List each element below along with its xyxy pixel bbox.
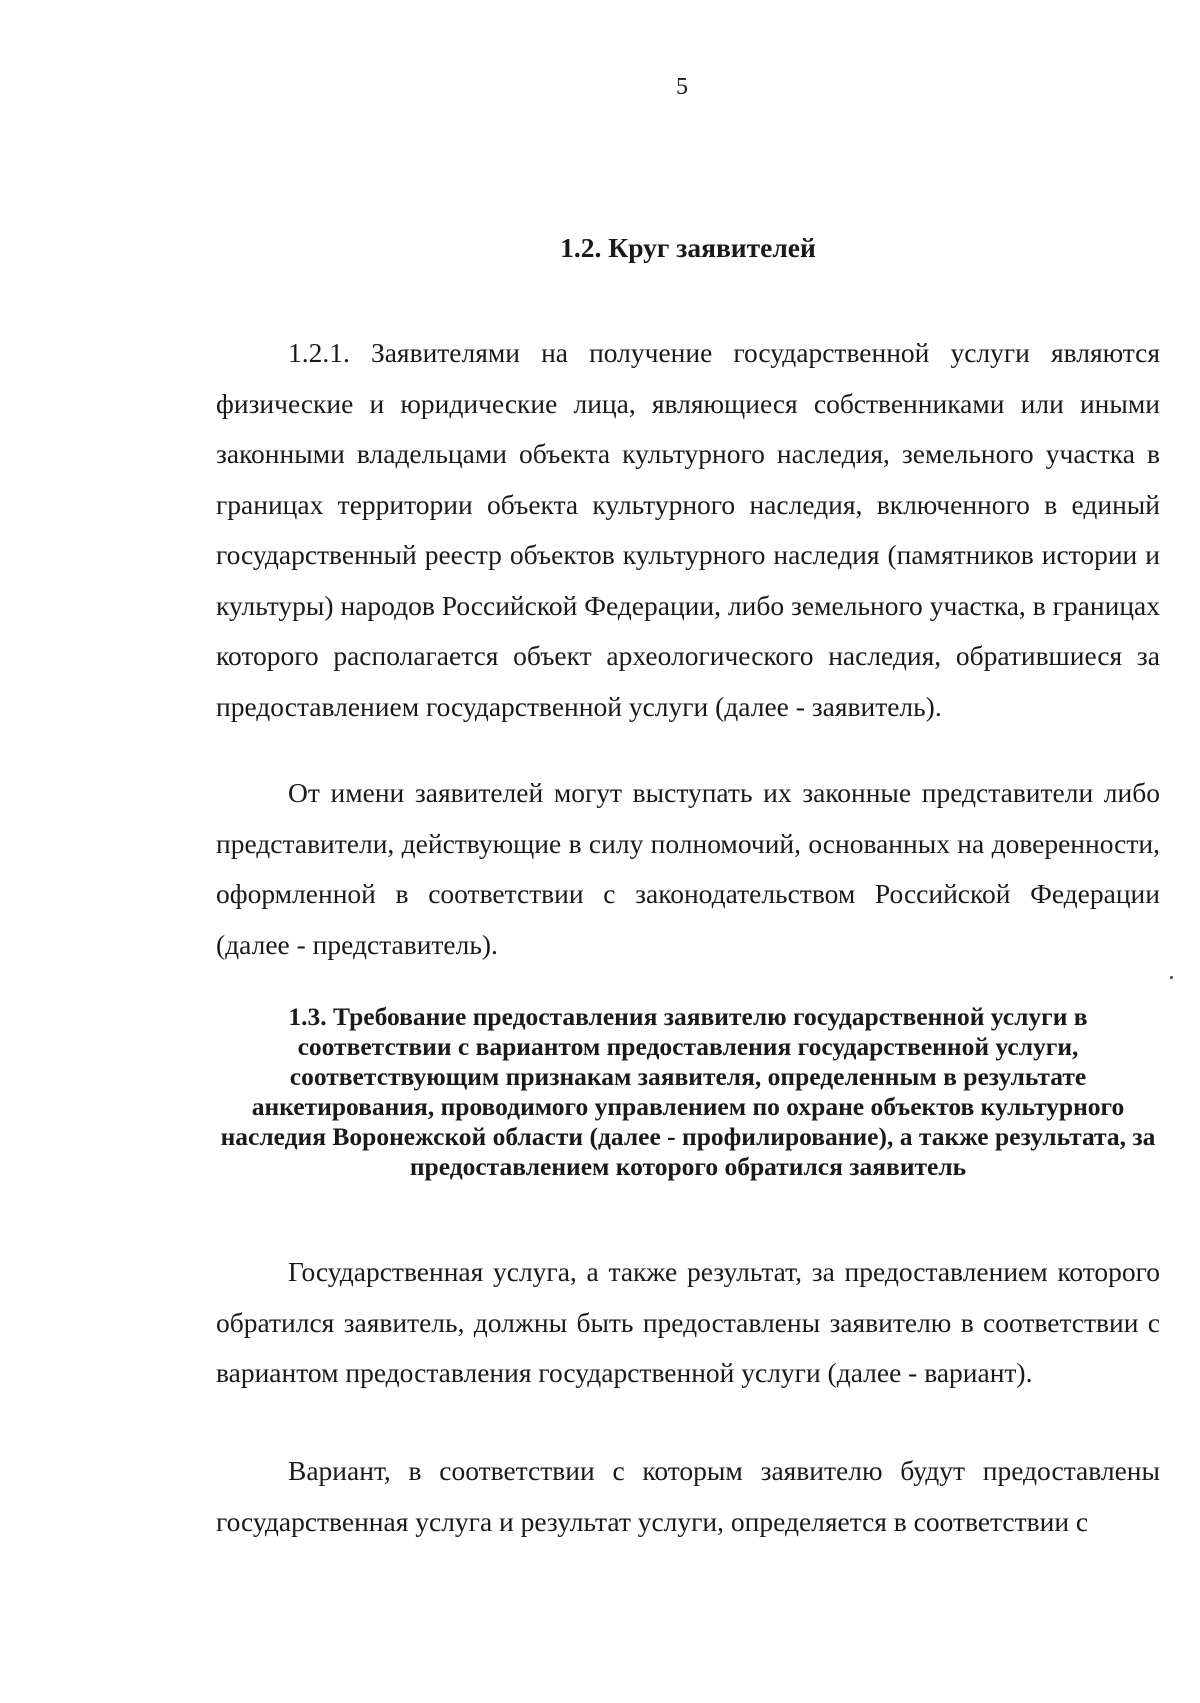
page-number: 5	[676, 74, 688, 100]
paragraph-service-variant: Государственная услуга, а также результат, за предоставлением которого обратился заявитель, должны быть предоставлены заявителю в соответствии с вариантом предоставления государственной услуги (далее - вариант).	[216, 1256, 1160, 1388]
paragraph-representatives: От имени заявителей могут выступать их законные представители либо представители, действующие в силу полномочий, основанных на доверенности, оформленной в соответствии с законодательством Российской Федерации (далее - представитель).	[216, 777, 1160, 960]
section-title-service-variant-requirement: 1.3. Требование предоставления заявителю государственной услуги в соответствии с вариантом предоставления государственной услуги, соответствующим признакам заявителя, определенным в результате анкетирования, проводимого управлением по охране объектов культурного наследия Воронежской области (далее - профилирование), а также результата, за предоставлением которого обратился заявитель	[220, 1002, 1156, 1181]
paragraph-variant-determination: Вариант, в соответствии с которым заявителю будут предоставлены государственная услуга и результат услуги, определяется в соответствии с	[216, 1455, 1160, 1537]
section-title-applicants: 1.2. Круг заявителей	[560, 232, 816, 263]
scan-artifact-dot	[1170, 976, 1173, 979]
paragraph-applicants-definition: 1.2.1. Заявителями на получение государственной услуги являются физические и юридические лица, являющиеся собственниками или иными законными владельцами объекта культурного наследия, земельного участка в границах территории объекта культурного наследия, включенного в единый государственный реестр объектов культурного наследия (памятников истории и культуры) народов Российской Федерации, либо земельного участка, в границах которого располагается объект археологического наследия, обратившиеся за предоставлением государственной услуги (далее - заявитель).	[216, 337, 1160, 722]
